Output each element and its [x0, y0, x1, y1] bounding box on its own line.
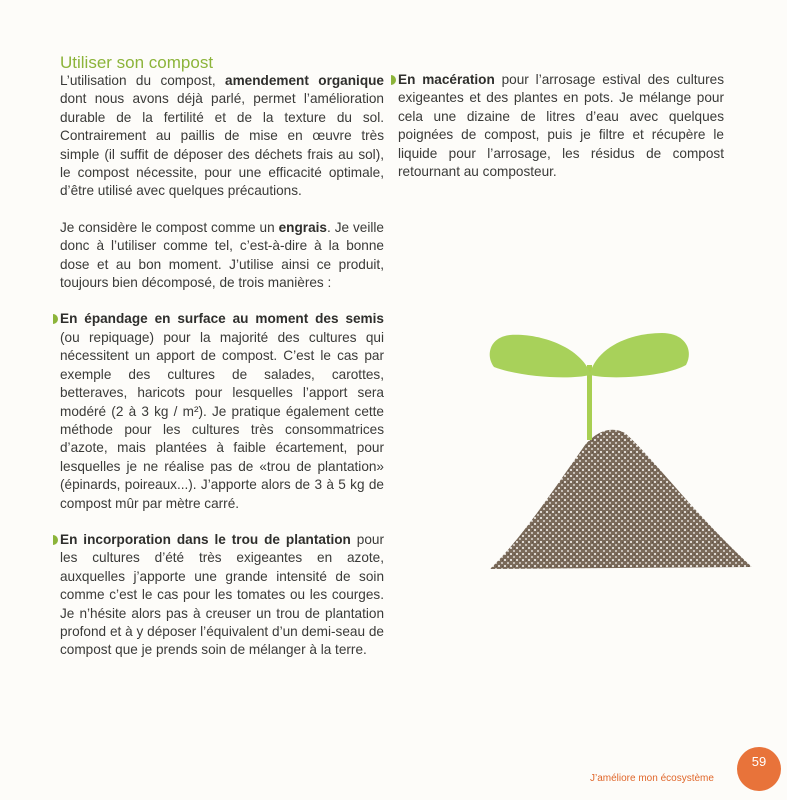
seedling-left-leaf	[490, 335, 590, 378]
seedling-icon	[490, 333, 689, 440]
bullet-text: pour les cultures d’été très exigeantes en azote, auxquelles j’apporte une grande intensité de soin comme c’est le cas pour les tomates ou les courges. Je n’hésite alors pas à creuser un trou de plantation profond et à y déposer l’équivalent d’un demi-seau de compost que je prends soin de mélanger à la terre.	[60, 531, 384, 658]
left-column	[60, 53, 384, 660]
intro-p2-bold: engrais	[278, 219, 327, 235]
bullet-paragraph	[60, 310, 384, 512]
seedling-compost-illustration	[480, 325, 760, 580]
intro-paragraph-2	[60, 219, 384, 293]
page-number: 59	[751, 754, 767, 769]
bullet-text: (ou repiquage) pour la majorité des cultures qui nécessitent un apport de compost. C’est le cas par exemple des cultures de salades, carottes, betteraves, haricots pour lesquelles l’apport sera modéré (2 à 3 kg / m²). Je pratique également cette méthode pour les cultures très consommatrices d’azote, mais plantées à faible écartement, pour lesquelles je ne réalise pas de «trou de plantation» (épinards, poireaux...). J’apporte alors de 3 à 5 kg de compost mûr par mètre carré.	[60, 329, 384, 511]
bullet-bold-lead: En macération	[398, 72, 495, 87]
bullet-marker-icon	[53, 535, 58, 545]
section-heading: Utiliser son compost	[60, 53, 214, 72]
bullet-paragraph	[60, 531, 384, 660]
right-column	[398, 71, 724, 181]
compost-pile-icon	[490, 430, 752, 569]
intro-p1-text-b: dont nous avons déjà parlé, permet l’amélioration durable de la fertilité et de la texture du sol. Contrairement au paillis de mise en œuvre très simple (il suffit de déposer des déchets frais au sol), le compost nécessite, pour une efficacité optimale, d’être utilisé avec quelques précautions.	[60, 91, 384, 199]
bullet-bold-lead: En épandage en surface au moment des semis	[60, 311, 384, 327]
bullet-bold-lead: En incorporation dans le trou de plantation	[60, 531, 351, 547]
bullet-paragraph	[398, 71, 724, 181]
soil-mound	[490, 430, 752, 569]
intro-p2-text-a: Je considère le compost comme un	[60, 219, 279, 235]
bullet-item-surface	[60, 310, 384, 512]
bullet-item-maceration	[398, 71, 724, 181]
seedling-stem	[587, 365, 592, 440]
intro-p2-text-b: . Je veille donc à l’utiliser comme tel, c’est-à-dire à la bonne dose et au bon moment. J’utilise ainsi ce produit, toujours bien décomposé, de trois manières :	[60, 219, 384, 291]
bullet-marker-icon	[53, 314, 58, 324]
bullet-item-incorporation	[60, 531, 384, 660]
running-footer: J’améliore mon écosystème	[590, 773, 714, 784]
page-number-badge	[734, 742, 784, 792]
intro-p1-text-a: L’utilisation du compost,	[60, 73, 226, 88]
bullet-marker-icon	[391, 75, 396, 85]
intro-paragraph-1	[60, 72, 384, 201]
intro-p1-bold: amendement organique	[225, 73, 384, 88]
seedling-right-leaf	[590, 333, 689, 377]
bullet-text: pour l’arrosage estival des cultures exigeantes et des plantes en pots. Je mélange pour cela une dizaine de litres d’eau avec quelques poignées de compost, puis je filtre et récupère le liquide pour l’arrosage, les résidus de compost retournant au composteur.	[398, 72, 724, 180]
